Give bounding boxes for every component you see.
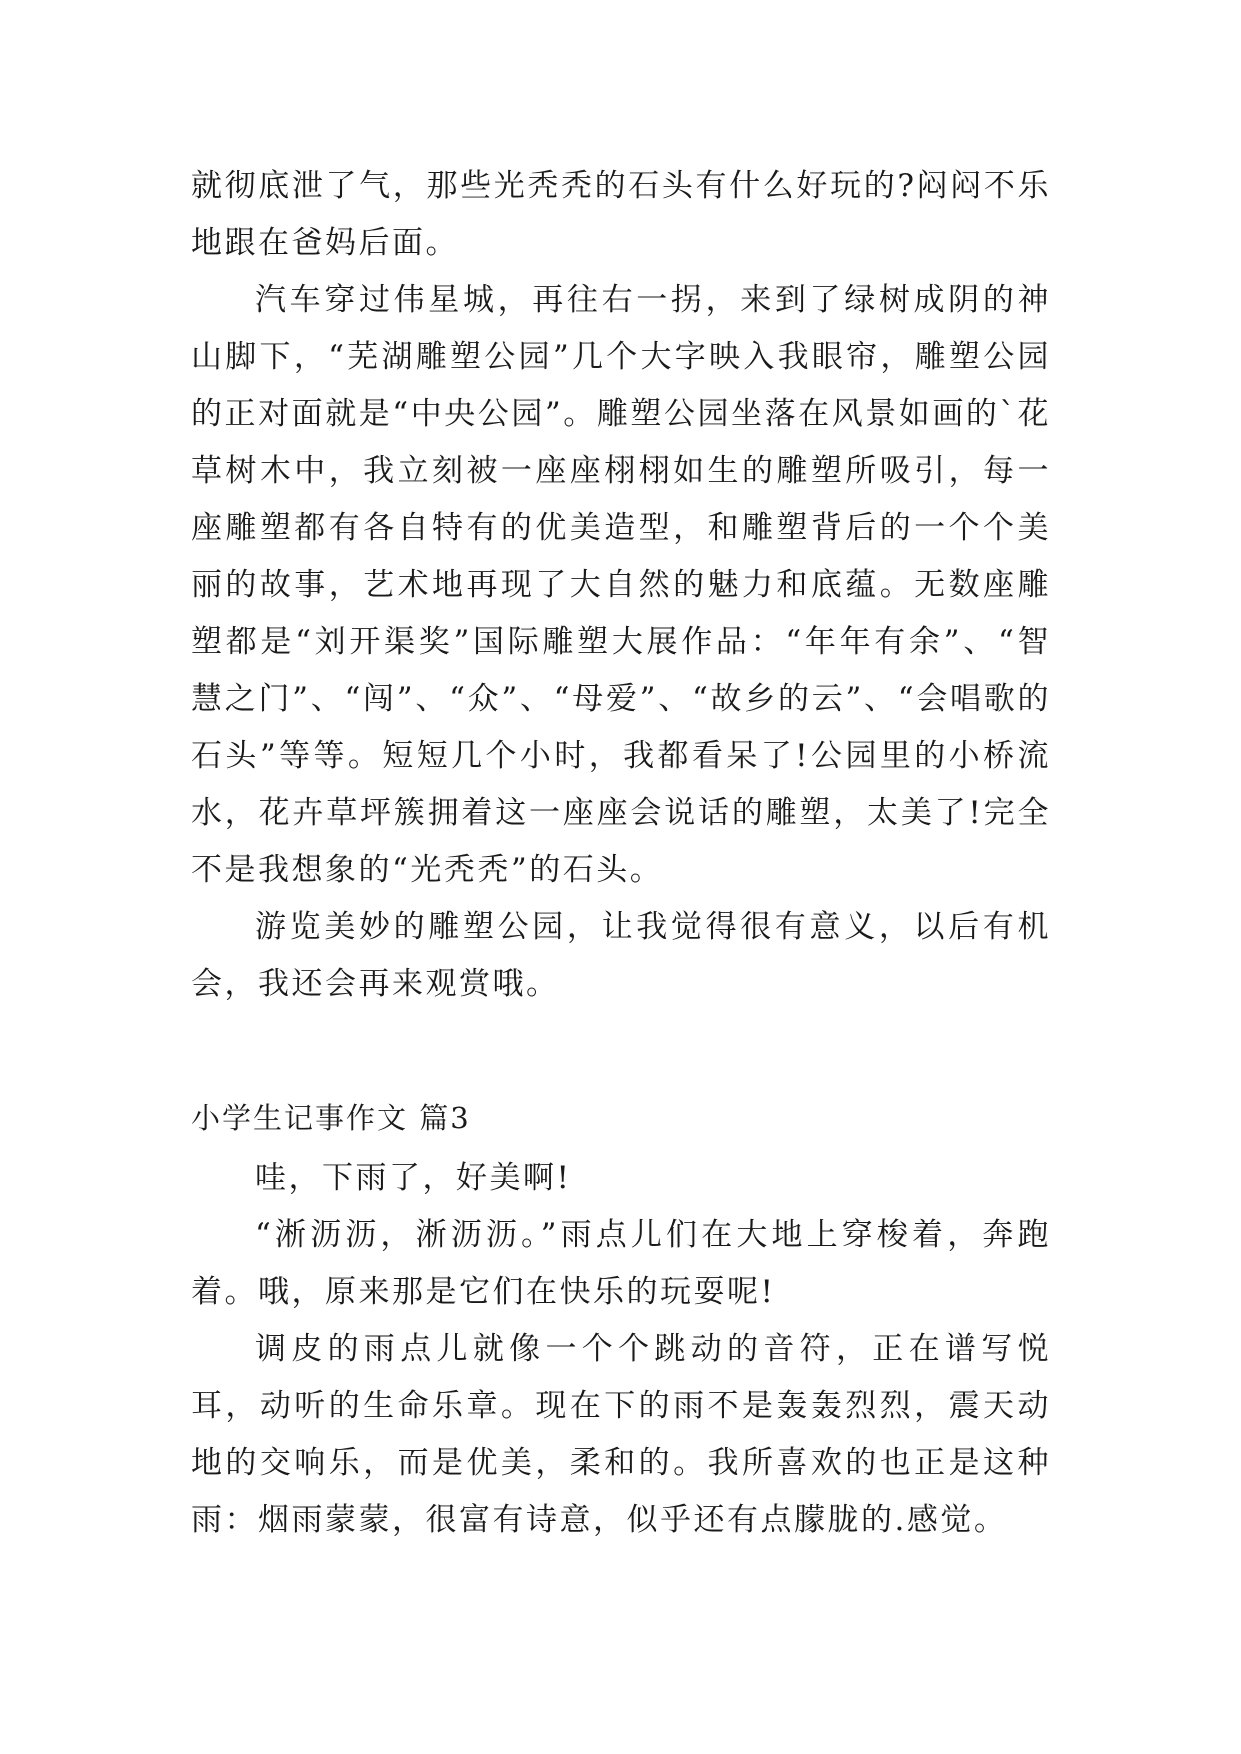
essay-body-part-2 <box>191 1150 1051 1549</box>
paragraph-rain-intro: 哇，下雨了，好美啊! <box>255 1160 572 1196</box>
paragraph-continuation: 就彻底泄了气，那些光秃秃的石头有什么好玩的?闷闷不乐地跟在爸妈后面。 <box>191 168 1051 261</box>
paragraph-sculpture-park: 汽车穿过伟星城，再往右一拐，来到了绿树成阴的神山脚下，“芜湖雕塑公园”几个大字映入我眼帘，雕塑公园的正对面就是“中央公园”。雕塑公园坐落在风景如画的`花草树木中，我立刻被一座座栩栩如生的雕塑所吸引，每一座雕塑都有各自特有的优美造型，和雕塑背后的一个个美丽的故事，艺术地再现了大自然的魅力和底蕴。无数座雕塑都是“刘开渠奖”国际雕塑大展作品：“年年有余”、“智慧之门”、“闯”、“众”、“母爱”、“故乡的云”、“会唱歌的石头”等等。短短几个小时，我都看呆了!公园里的小桥流水，花卉草坪簇拥着这一座座会说话的雕塑，太美了!完全不是我想象的“光秃秃”的石头。 <box>191 282 1051 888</box>
paragraph-conclusion: 游览美妙的雕塑公园，让我觉得很有意义，以后有机会，我还会再来观赏哦。 <box>191 909 1051 1002</box>
section-heading: 小学生记事作文 篇3 <box>191 1101 471 1135</box>
essay-body-part-1 <box>191 158 1051 1013</box>
paragraph-rain-music: 调皮的雨点儿就像一个个跳动的音符，正在谱写悦耳，动听的生命乐章。现在下的雨不是轰轰烈烈，震天动地的交响乐，而是优美，柔和的。我所喜欢的也正是这种雨：烟雨蒙蒙，很富有诗意，似乎还有点朦胧的.感觉。 <box>191 1331 1051 1538</box>
paragraph-rain-sound: “淅沥沥，淅沥沥。”雨点儿们在大地上穿梭着，奔跑着。哦，原来那是它们在快乐的玩耍呢! <box>191 1217 1051 1310</box>
